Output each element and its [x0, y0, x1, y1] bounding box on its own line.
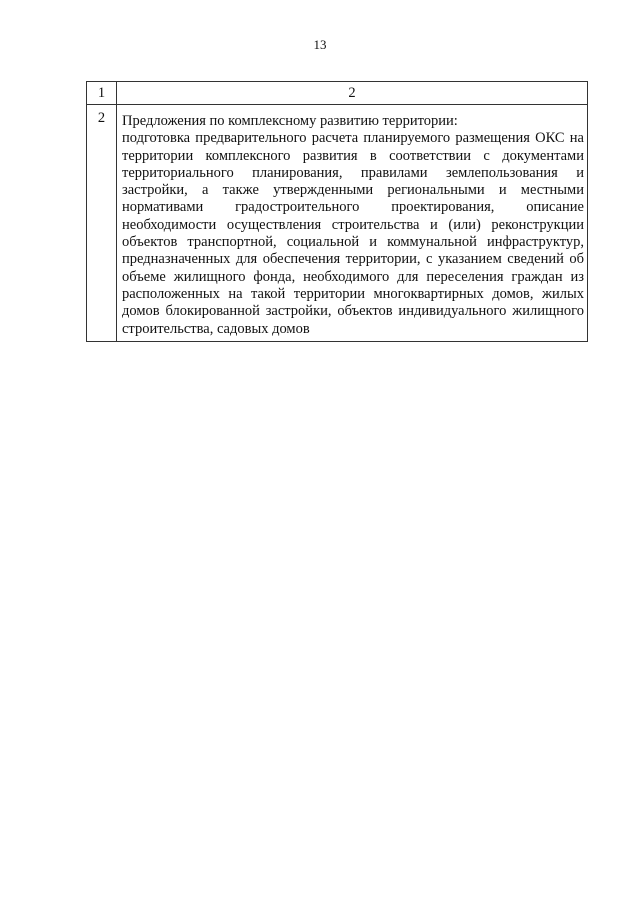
- header-cell-2: 2: [117, 82, 588, 105]
- row-number-cell: 2: [87, 105, 117, 342]
- page-number: 13: [313, 37, 327, 52]
- row-body-text: подготовка предварительного расчета планируемого размещения ОКС на территории комплексного развития в соответствии с документами территориального планирования, правилами землепользования и застройки, а также утвержденными региональными и местными нормативами градостроительного проектирования, описание необходимости осуществления строительства и (или) реконструкции объектов транспортной, социальной и коммунальной инфраструктур, предназначенных для обеспечения территории, с указанием сведений об объеме жилищного фонда, необходимого для переселения граждан из расположенных на такой территории многоквартирных домов, жилых домов блокированной застройки, объектов индивидуального жилищного строительства, садовых домов: [122, 130, 584, 337]
- row-lead-text: Предложения по комплексному развитию территории:: [122, 113, 458, 129]
- row-content-cell: [117, 105, 588, 342]
- document-table: [86, 81, 588, 342]
- header-cell-1: 1: [87, 82, 117, 105]
- table-row: [87, 105, 588, 342]
- table-header-row: [87, 82, 588, 105]
